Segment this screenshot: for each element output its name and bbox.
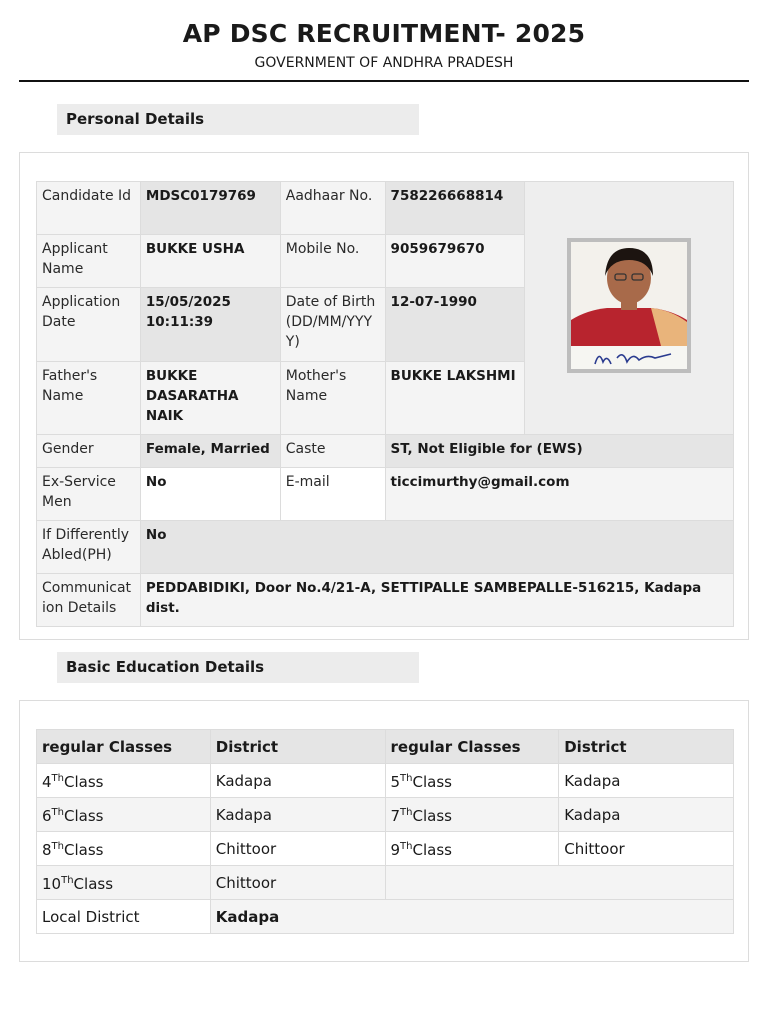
empty-cell [385, 866, 734, 900]
class-cell: 6ThClass [37, 798, 211, 832]
local-district-label: Local District [37, 900, 211, 934]
education-table [36, 729, 734, 934]
education-details-panel [19, 700, 749, 962]
gender-label: Gender [37, 435, 141, 468]
application-date-value: 15/05/2025 10:11:39 [140, 288, 280, 362]
application-date-label: Application Date [37, 288, 141, 362]
caste-value: ST, Not Eligible for (EWS) [385, 435, 733, 468]
father-name-value: BUKKE DASARATHA NAIK [140, 362, 280, 435]
aadhaar-value: 758226668814 [385, 182, 525, 235]
page-title: AP DSC RECRUITMENT- 2025 [182, 19, 586, 48]
district-cell: Kadapa [210, 798, 385, 832]
father-name-label: Father's Name [37, 362, 141, 435]
personal-details-table [36, 181, 734, 627]
column-header-district: District [559, 730, 734, 764]
table-row [37, 182, 734, 235]
applicant-name-value: BUKKE USHA [140, 235, 280, 288]
table-row [37, 798, 734, 832]
district-cell: Chittoor [210, 866, 385, 900]
candidate-id-value: MDSC0179769 [140, 182, 280, 235]
header-divider [19, 80, 749, 82]
communication-label: Communication Details [37, 574, 141, 627]
email-label: E-mail [280, 468, 385, 521]
table-header-row [37, 730, 734, 764]
local-district-value: Kadapa [210, 900, 733, 934]
district-cell: Chittoor [559, 832, 734, 866]
dob-value: 12-07-1990 [385, 288, 525, 362]
column-header-classes: regular Classes [37, 730, 211, 764]
table-row [37, 468, 734, 521]
personal-details-heading: Personal Details [57, 104, 419, 135]
photo-cell [525, 182, 734, 435]
class-cell: 10ThClass [37, 866, 211, 900]
dob-label: Date of Birth (DD/MM/YYYY) [280, 288, 385, 362]
table-row [37, 866, 734, 900]
gender-value: Female, Married [140, 435, 280, 468]
district-cell: Kadapa [559, 798, 734, 832]
ph-value: No [140, 521, 733, 574]
candidate-id-label: Candidate Id [37, 182, 141, 235]
table-row [37, 435, 734, 468]
mother-name-value: BUKKE LAKSHMI [385, 362, 525, 435]
education-details-heading: Basic Education Details [57, 652, 419, 683]
table-row [37, 900, 734, 934]
class-cell: 4ThClass [37, 764, 211, 798]
district-cell: Chittoor [210, 832, 385, 866]
table-row [37, 574, 734, 627]
personal-details-panel [19, 152, 749, 640]
class-cell: 7ThClass [385, 798, 559, 832]
mobile-label: Mobile No. [280, 235, 385, 288]
table-row [37, 764, 734, 798]
communication-value: PEDDABIDIKI, Door No.4/21-A, SETTIPALLE SAMBEPALLE-516215, Kadapa dist. [140, 574, 733, 627]
ph-label: If Differently Abled(PH) [37, 521, 141, 574]
mother-name-label: Mother's Name [280, 362, 385, 435]
column-header-district: District [210, 730, 385, 764]
candidate-photo [567, 238, 691, 373]
candidate-photo-image [567, 238, 691, 373]
class-cell: 8ThClass [37, 832, 211, 866]
table-row [37, 832, 734, 866]
class-cell: 5ThClass [385, 764, 559, 798]
caste-label: Caste [280, 435, 385, 468]
district-cell: Kadapa [559, 764, 734, 798]
email-value: ticcimurthy@gmail.com [385, 468, 733, 521]
applicant-name-label: Applicant Name [37, 235, 141, 288]
district-cell: Kadapa [210, 764, 385, 798]
aadhaar-label: Aadhaar No. [280, 182, 385, 235]
ex-service-value: No [140, 468, 280, 521]
column-header-classes: regular Classes [385, 730, 559, 764]
mobile-value: 9059679670 [385, 235, 525, 288]
class-cell: 9ThClass [385, 832, 559, 866]
page-subtitle: GOVERNMENT OF ANDHRA PRADESH [254, 55, 514, 71]
ex-service-label: Ex-Service Men [37, 468, 141, 521]
table-row [37, 521, 734, 574]
